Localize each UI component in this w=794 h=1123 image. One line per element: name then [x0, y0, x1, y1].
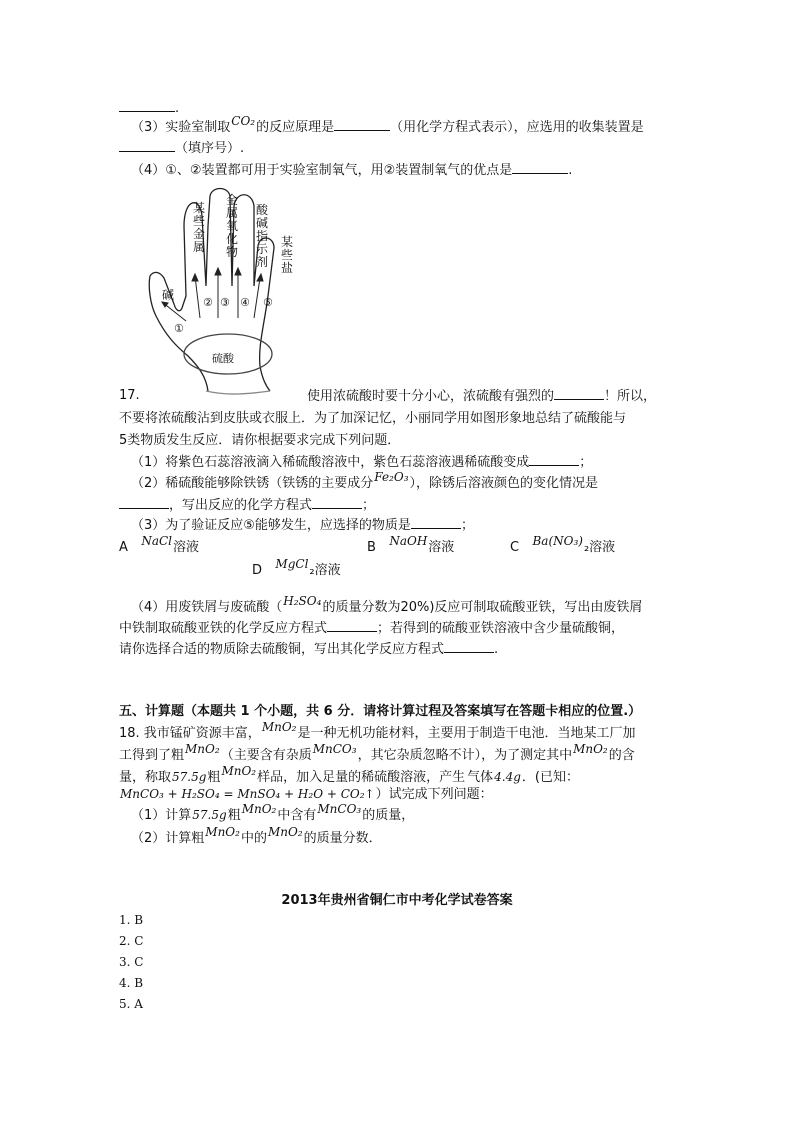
q17-part2: （2）稀硫酸能够除铁锈（铁锈的主要成分Fe₂O₃），除锈后溶液颜色的变化情况是 [131, 470, 599, 491]
q17-part4: （4）用废铁屑与废硫酸（H₂SO₄的质量分数为20%)反应可制取硫酸亚铁，写出由废铁屑 [131, 594, 643, 615]
answer-blank [312, 496, 362, 509]
answer-blank [512, 161, 568, 174]
formula-h2so4: H₂SO₄ [283, 594, 322, 608]
option-a: A NaCl溶液 [119, 534, 200, 555]
answer-blank [529, 453, 579, 466]
answer-blank [119, 99, 175, 112]
answer-blank [334, 118, 390, 131]
reaction-equation: MnCO₃ + H₂SO₄ = MnSO₄ + H₂O + CO₂↑ [120, 787, 375, 801]
q16-line0: . [119, 99, 179, 118]
hand-left-label: 碱 [162, 288, 175, 302]
hand-palm-label: 硫酸 [212, 352, 234, 365]
q17-line1: 使用浓硫酸时要十分小心，浓硫酸有强烈的 ！所以， [307, 389, 657, 404]
q18-sub2: （2）计算粗MnO₂中的MnO₂的质量分数． [131, 825, 382, 846]
q18-sub1: （1）计算57.5g粗MnO₂中含有MnCO₃的质量， [131, 802, 415, 823]
q17-part3: （3）为了验证反应⑤能够发生，应选择的物质是 ； [131, 518, 474, 533]
q17-part2-cont: ，写出反应的化学方程式 ； [119, 496, 375, 515]
q17-part4-cont1: 中铁制取硫酸亚铁的化学反应方程式 ；若得到的硫酸亚铁溶液中含少量硫酸铜， [119, 621, 625, 636]
answer-blank [119, 496, 169, 509]
answer-blank [444, 640, 494, 653]
answer-item: 2. C [119, 934, 144, 948]
answer-item: 3. C [119, 955, 144, 969]
hand-marker-5: ⑤ [263, 296, 273, 309]
q16-part3: （3）实验室制取CO₂的反应原理是 （用化学方程式表示），应选用的收集装置是 [131, 114, 644, 135]
q18-line2: 工得到了粗MnO₂（主要含有杂质MnCO₃，其它杂质忽略不计），为了测定其中MnO₂的含 [119, 742, 635, 763]
hand-marker-1: ① [174, 322, 184, 335]
q16-part3-cont: （填序号）. [119, 139, 244, 158]
q18-line4: MnCO₃ + H₂SO₄ = MnSO₄ + H₂O + CO₂↑）试完成下列问题： [120, 787, 493, 802]
answer-blank [411, 516, 461, 529]
q17-line2: 不要将浓硫酸沾到皮肤或衣服上．为了加深记忆，小丽同学用如图形象地总结了硫酸能与 [119, 411, 627, 426]
hand-finger-label-2: 金 属 氧 化 物 [226, 193, 239, 259]
answer-blank [554, 387, 604, 400]
hand-finger-label-1: 某 些 金 属 [193, 201, 206, 254]
option-c: C Ba(NO₃)₂溶液 [510, 534, 616, 555]
section-heading: 五、计算题（本题共 1 个小题，共 6 分．请将计算过程及答案填写在答题卡相应的位置.） [119, 704, 642, 719]
q17-number: 17. [119, 388, 140, 403]
option-d: D MgCl₂溶液 [252, 557, 341, 578]
answers-title: 2013年贵州省铜仁市中考化学试卷答案 [281, 893, 513, 908]
answer-item: 5. A [119, 997, 143, 1011]
answer-blank [119, 139, 175, 152]
hand-marker-2: ② [203, 296, 213, 309]
formula-fe2o3: Fe₂O₃ [374, 470, 409, 484]
option-b: B NaOH溶液 [367, 534, 455, 555]
answer-item: 4. B [119, 976, 144, 990]
q18-line1: 18. 我市锰矿资源丰富，MnO₂是一种无机功能材料，主要用于制造干电池．当地某工厂加 [119, 720, 636, 741]
q17-part1: （1）将紫色石蕊溶液滴入稀硫酸溶液中，紫色石蕊溶液遇稀硫酸变成 ； [131, 455, 593, 470]
q18-line3: 量，称取57.5g粗MnO₂样品，加入足量的稀硫酸溶液，产生 气体4.4g．(已知： [119, 764, 579, 785]
hand-marker-4: ④ [240, 296, 250, 309]
hand-finger-label-4: 某 些 盐 [281, 235, 294, 275]
answer-item: 1. B [119, 913, 144, 927]
answer-blank [327, 619, 377, 632]
formula-co2: CO₂ [231, 114, 256, 128]
q17-part4-cont2: 请你选择合适的物质除去硫酸铜，写出其化学反应方程式 . [119, 642, 499, 657]
q17-line3: 5类物质发生反应．请你根据要求完成下列问题． [119, 433, 401, 448]
q16-part4: （4）①、②装置都可用于实验室制氧气，用②装置制氧气的优点是 . [131, 163, 573, 178]
hand-finger-label-3: 酸 碱 指 示 剂 [256, 203, 269, 269]
hand-marker-3: ③ [220, 296, 230, 309]
